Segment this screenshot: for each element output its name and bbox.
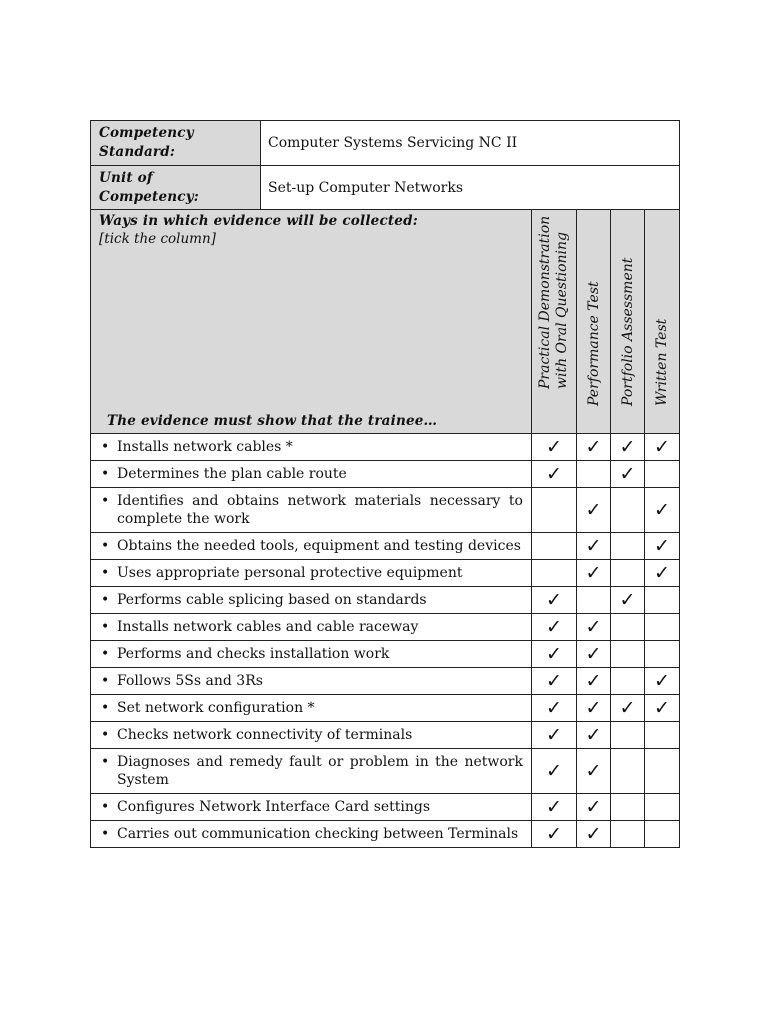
criteria-row [91,722,680,749]
criteria-row [91,614,680,641]
unit-of-competency-value: Set-up Computer Networks [261,166,680,210]
unit-of-competency-row [91,166,680,210]
check-icon: ✓ [585,823,602,845]
tick-cell [577,641,611,668]
criteria-text: Set network configuration * [117,700,315,716]
check-icon: ✓ [546,670,562,692]
bullet-icon: • [101,754,110,770]
tick-cell [577,794,611,821]
criteria-cell [91,533,532,560]
tick-cell [577,821,611,848]
tick-cell [645,821,680,848]
tick-cell [577,695,611,722]
check-icon: ✓ [619,697,636,719]
check-icon: ✓ [654,535,670,557]
check-icon: ✓ [585,724,602,746]
criteria-text: Identifies and obtains network materials necessary to complete the work [117,493,523,527]
column-header-portfolio-assessment [611,210,645,434]
competency-standard-label: Competency Standard: [91,121,261,166]
criteria-cell [91,695,532,722]
bullet-icon: • [101,592,110,608]
bullet-icon: • [101,493,110,509]
criteria-cell [91,794,532,821]
check-icon: ✓ [619,463,636,485]
tick-cell [577,560,611,587]
criteria-row [91,461,680,488]
evidence-must-text: The evidence must show that the trainee… [107,413,438,429]
tick-cell [645,488,680,533]
bullet-icon: • [101,466,110,482]
tick-cell [611,641,645,668]
tick-cell [532,560,577,587]
check-icon: ✓ [619,436,636,458]
column-header-line: Portfolio Assessment [619,257,636,406]
check-icon: ✓ [546,436,562,458]
criteria-cell [91,461,532,488]
check-icon: ✓ [585,697,602,719]
tick-cell [645,794,680,821]
check-icon: ✓ [546,616,562,638]
criteria-text: Determines the plan cable route [117,466,347,482]
criteria-row [91,488,680,533]
tick-cell [611,587,645,614]
check-icon: ✓ [546,724,562,746]
tick-cell [577,614,611,641]
tick-cell [532,794,577,821]
criteria-row [91,587,680,614]
tick-cell [645,641,680,668]
check-icon: ✓ [546,823,562,845]
check-icon: ✓ [585,616,602,638]
tick-cell [577,434,611,461]
check-icon: ✓ [546,760,562,782]
check-icon: ✓ [585,670,602,692]
criteria-text: Configures Network Interface Card settings [117,799,431,815]
check-icon: ✓ [585,535,602,557]
criteria-text: Checks network connectivity of terminals [117,727,413,743]
criteria-text: Performs cable splicing based on standards [117,592,427,608]
criteria-text: Obtains the needed tools, equipment and testing devices [117,538,521,554]
bullet-icon: • [101,646,110,662]
tick-cell [532,614,577,641]
tick-cell [611,434,645,461]
criteria-text: Installs network cables and cable raceway [117,619,419,635]
check-icon: ✓ [654,562,670,584]
tick-cell [611,533,645,560]
competency-standard-value: Computer Systems Servicing NC II [261,121,680,166]
criteria-row [91,695,680,722]
evidence-plan-table [90,120,680,848]
tick-cell [532,695,577,722]
tick-cell [611,794,645,821]
criteria-cell [91,587,532,614]
tick-cell [611,722,645,749]
check-icon: ✓ [585,499,602,521]
tick-cell [645,560,680,587]
criteria-text: Installs network cables * [117,439,293,455]
criteria-row [91,641,680,668]
tick-cell [532,641,577,668]
tick-cell [611,461,645,488]
criteria-row [91,794,680,821]
check-icon: ✓ [546,463,562,485]
evidence-header-row [91,210,680,434]
bullet-icon: • [101,538,110,554]
evidence-header-cell [91,210,532,434]
criteria-cell [91,821,532,848]
criteria-row [91,821,680,848]
check-icon: ✓ [585,436,602,458]
tick-cell [532,533,577,560]
bullet-icon: • [101,619,110,635]
check-icon: ✓ [585,760,602,782]
tick-cell [532,821,577,848]
criteria-text: Follows 5Ss and 3Rs [117,673,263,689]
criteria-text: Performs and checks installation work [117,646,390,662]
criteria-cell [91,560,532,587]
tick-cell [532,434,577,461]
tick-cell [611,488,645,533]
bullet-icon: • [101,826,110,842]
tick-cell [611,695,645,722]
tick-cell [577,749,611,794]
criteria-row [91,668,680,695]
criteria-text: Uses appropriate personal protective equipment [117,565,463,581]
criteria-text: Diagnoses and remedy fault or problem in the network System [117,754,523,788]
tick-cell [645,587,680,614]
criteria-row [91,434,680,461]
check-icon: ✓ [546,643,562,665]
column-header-line: Written Test [654,318,670,406]
criteria-cell [91,614,532,641]
check-icon: ✓ [585,796,602,818]
tick-cell [532,722,577,749]
check-icon: ✓ [654,697,670,719]
criteria-row [91,533,680,560]
criteria-cell [91,641,532,668]
column-header-performance-test [577,210,611,434]
column-header-line: Performance Test [585,281,602,406]
tick-cell [645,533,680,560]
tick-cell [645,668,680,695]
tick-cell [645,461,680,488]
unit-of-competency-label: Unit of Competency: [91,166,261,210]
bullet-icon: • [101,565,110,581]
tick-cell [532,749,577,794]
column-header-written-test [645,210,680,434]
check-icon: ✓ [654,670,670,692]
tick-cell [577,461,611,488]
tick-cell [611,749,645,794]
tick-cell [532,461,577,488]
tick-cell [532,668,577,695]
criteria-row [91,560,680,587]
criteria-cell [91,749,532,794]
column-header-line: with Oral Questioning [554,232,570,389]
check-icon: ✓ [654,436,670,458]
evidence-title: Ways in which evidence will be collected: [99,213,418,229]
check-icon: ✓ [619,589,636,611]
tick-cell [611,614,645,641]
check-icon: ✓ [654,499,670,521]
bullet-icon: • [101,439,110,455]
tick-cell [532,488,577,533]
bullet-icon: • [101,673,110,689]
criteria-cell [91,668,532,695]
tick-cell [611,560,645,587]
criteria-cell [91,434,532,461]
tick-cell [577,533,611,560]
tick-cell [577,488,611,533]
check-icon: ✓ [585,643,602,665]
criteria-text: Carries out communication checking between Terminals [117,826,519,842]
tick-cell [611,821,645,848]
criteria-cell [91,722,532,749]
criteria-cell [91,488,532,533]
bullet-icon: • [101,727,110,743]
tick-cell [645,722,680,749]
column-header-line: Practical Demonstration [537,215,553,389]
tick-cell [577,668,611,695]
tick-cell [645,614,680,641]
tick-cell [577,587,611,614]
tick-cell [645,749,680,794]
check-icon: ✓ [546,697,562,719]
tick-cell [532,587,577,614]
check-icon: ✓ [546,796,562,818]
check-icon: ✓ [585,562,602,584]
bullet-icon: • [101,799,110,815]
bullet-icon: • [101,700,110,716]
competency-standard-row [91,121,680,166]
column-header-practical-demonstration [532,210,577,434]
evidence-subtitle: [tick the column] [99,231,216,247]
tick-cell [577,722,611,749]
tick-cell [611,668,645,695]
tick-cell [645,434,680,461]
check-icon: ✓ [546,589,562,611]
criteria-row [91,749,680,794]
tick-cell [645,695,680,722]
